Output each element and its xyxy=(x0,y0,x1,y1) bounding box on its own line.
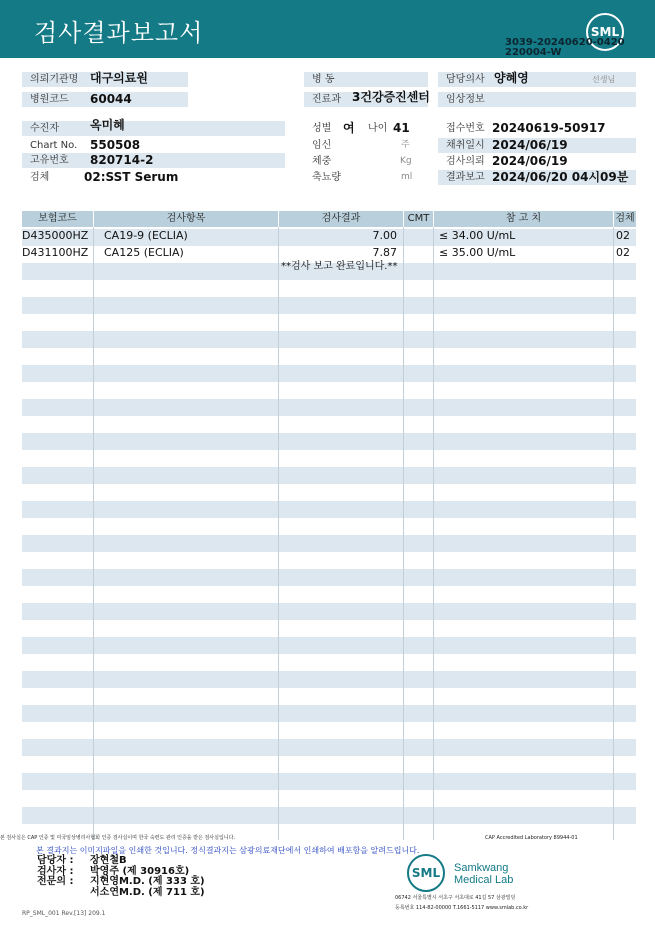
hospital-code-value: 60044 xyxy=(90,92,132,106)
clinical-info-label: 임상정보 xyxy=(438,92,636,107)
collect-date-label: 채취일시 xyxy=(438,138,636,153)
report-date-value: 2024/06/20 04시09분 xyxy=(492,170,629,184)
specimen-value: 02:SST Serum xyxy=(84,170,179,184)
report-title: 검사결과보고서 xyxy=(34,19,204,47)
institution-label: 의뢰기관명 xyxy=(22,72,188,87)
cell-code: D435000HZ xyxy=(22,229,89,242)
table-stripe xyxy=(22,807,636,824)
completion-note: **검사 보고 완료입니다.** xyxy=(281,261,398,272)
doctor-value: 양혜영 xyxy=(494,71,529,85)
col-reference: 참 고 치 xyxy=(434,211,613,227)
age-label: 나이 xyxy=(368,123,388,134)
request-date-value: 2024/06/19 xyxy=(492,154,568,168)
dept-label: 진료과 xyxy=(304,92,428,107)
cell-result: 7.00 xyxy=(372,229,397,242)
dept-value: 3건강증진센터 xyxy=(352,90,430,104)
cap-note: CAP Accredited Laboratory 89944-01 xyxy=(485,835,578,841)
tester-label: 검사자 : xyxy=(37,866,74,877)
col-result: 검사결과 xyxy=(279,211,403,227)
institution-value: 대구의료원 xyxy=(90,71,148,85)
column-divider xyxy=(93,227,94,840)
cell-specimen: 02 xyxy=(616,229,630,242)
table-stripe xyxy=(22,671,636,688)
urine-label: 축뇨량 xyxy=(312,172,341,183)
cell-result: 7.87 xyxy=(372,246,397,259)
col-cmt: CMT xyxy=(404,211,433,227)
unique-no-label: 고유번호 xyxy=(22,153,285,168)
specimen-label: 검체 xyxy=(30,172,50,183)
specialist-name-2: 서소연M.D. (제 711 호) xyxy=(90,887,205,898)
table-stripe xyxy=(22,501,636,518)
col-test-item: 검사항목 xyxy=(94,211,278,227)
patient-label: 수진자 xyxy=(22,121,285,136)
rep-name: 장현철B xyxy=(90,855,127,866)
sml-logo: SML xyxy=(586,13,624,51)
col-specimen: 검체 xyxy=(614,211,636,227)
collect-date-value: 2024/06/19 xyxy=(492,138,568,152)
column-divider xyxy=(403,227,404,840)
weight-label: 체중 xyxy=(312,156,332,167)
age-value: 41 xyxy=(393,121,410,135)
lab-address: 06742 서울특별시 서초구 서초대로 41길 57 삼광빌딩 xyxy=(395,895,516,901)
doctor-suffix: 선생님 xyxy=(592,75,616,84)
certification-note: 본 검사실은 CAP 인증 및 미국임상병리사협회 인증 검사실이며 한국 숙련도 관리 인증을 받은 검사실입니다. xyxy=(0,835,236,841)
sex-value: 여 xyxy=(343,121,355,135)
cell-item: CA125 (ECLIA) xyxy=(104,246,184,259)
pregnancy-label: 임신 xyxy=(312,140,332,151)
table-stripe xyxy=(22,569,636,586)
table-stripe xyxy=(22,637,636,654)
column-divider xyxy=(278,227,279,840)
table-stripe xyxy=(22,433,636,450)
report-date-label: 결과보고 xyxy=(438,170,636,185)
column-divider xyxy=(433,227,434,840)
cell-reference: ≤ 34.00 U/mL xyxy=(439,229,516,242)
table-stripe xyxy=(22,467,636,484)
cell-specimen: 02 xyxy=(616,246,630,259)
document-number: 3039-20240620-0420 220004-W xyxy=(505,37,625,58)
table-stripe xyxy=(22,365,636,382)
hospital-code-label: 병원코드 xyxy=(22,92,188,107)
unique-no-value: 820714-2 xyxy=(90,153,154,167)
table-stripe xyxy=(22,739,636,756)
receipt-label: 접수번호 xyxy=(446,123,485,134)
specialist-label: 전문의 : xyxy=(37,876,74,887)
sml-footer-logo: SML xyxy=(407,854,445,892)
specialist-name-1: 지현영M.D. (제 333 호) xyxy=(90,876,205,887)
col-insurance-code: 보험코드 xyxy=(22,211,93,227)
brand-name: Samkwang Medical Lab xyxy=(454,862,514,886)
table-stripe xyxy=(22,705,636,722)
table-stripe xyxy=(22,535,636,552)
receipt-value: 20240619-50917 xyxy=(492,121,606,135)
chart-no-value: 550508 xyxy=(90,138,141,152)
table-stripe xyxy=(22,297,636,314)
column-divider xyxy=(613,227,614,840)
tester-name: 박영주 (제 30916호) xyxy=(90,866,190,877)
cell-reference: ≤ 35.00 U/mL xyxy=(439,246,516,259)
pregnancy-unit: 주 xyxy=(401,140,410,150)
weight-unit: Kg xyxy=(400,156,412,166)
sex-label: 성별 xyxy=(312,123,332,134)
print-notice: 본 결과지는 이미지파일을 인쇄한 것입니다. 정식결과지는 삼광의료재단에서 인쇄하여 배포함을 알려드립니다. xyxy=(36,846,420,855)
cell-code: D431100HZ xyxy=(22,246,89,259)
cell-item: CA19-9 (ECLIA) xyxy=(104,229,188,242)
doctor-label: 담당의사 xyxy=(438,72,636,87)
urine-unit: ml xyxy=(401,172,413,182)
table-stripe xyxy=(22,331,636,348)
ward-label: 병 동 xyxy=(304,72,428,87)
rep-label: 담당자 : xyxy=(37,855,74,866)
form-code: RP_SML_001 Rev.[13] 209.1 xyxy=(22,910,106,917)
request-date-label: 검사의뢰 xyxy=(446,156,485,167)
table-stripe xyxy=(22,773,636,790)
table-stripe xyxy=(22,399,636,416)
chart-no-label: Chart No. xyxy=(30,140,78,151)
lab-contact: 등록번호 114-82-00000 T.1661-5117 www.smlab.co.kr xyxy=(395,905,529,911)
table-stripe xyxy=(22,603,636,620)
patient-value: 옥미혜 xyxy=(90,118,125,132)
